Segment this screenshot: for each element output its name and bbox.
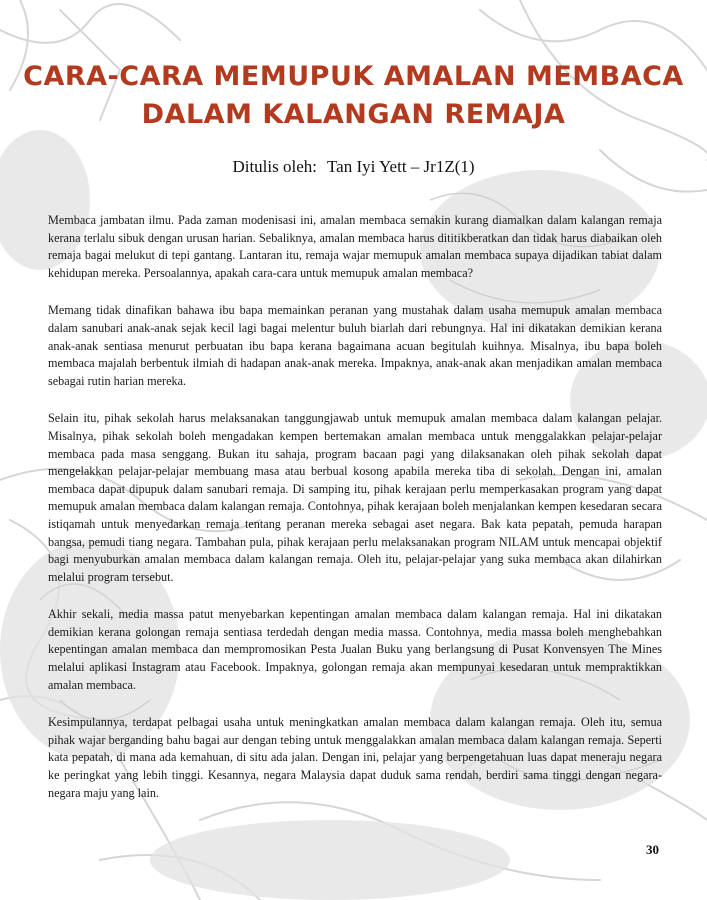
paragraph-media: Akhir sekali, media massa patut menyebarkan kepentingan amalan membaca dalam kalangan remaja. Hal ini dikatakan demikian kerana golongan remaja sentiasa terdedah dengan media massa. Contohnya, media massa boleh menghebahkan kepentingan amalan membaca dan mempromosikan Pesta Jualan Buku yang berlangsung di Pusat Konvensyen The Mines melalui aplikasi Instagram atau Facebook. Impaknya, golongan remaja akan mempunyai kesedaran untuk mempraktikkan amalan membaca. [48,607,662,692]
page-number: 30 [646,842,659,857]
paragraph-introduction: Membaca jambatan ilmu. Pada zaman modenisasi ini, amalan membaca semakin kurang diamalkan dalam kalangan remaja kerana terlalu sibuk dengan urusan harian. Sebaliknya, amalan membaca harus dititikberatkan dan tidak harus diabaikan oleh remaja bagai melukut di tepi gantang. Lantaran itu, remaja wajar memupuk amalan membaca supaya dijadikan tabiat dalam kehidupan mereka. Persoalannya, apakah cara-cara untuk memupuk amalan membaca? [48,213,662,280]
paragraph-school-government: Selain itu, pihak sekolah harus melaksanakan tanggungjawab untuk memupuk amalan membaca dalam kalangan pelajar. Misalnya, pihak sekolah boleh mengadakan kempen bertemakan amalan membaca untuk menggalakkan pelajar-pelajar membaca pada masa senggang. Bukan itu sahaja, program bacaan pagi yang dilaksanakan oleh pihak sekolah dapat mengelakkan pelajar-pelajar membuang masa atau berbual kosong apabila mereka tiba di sekolah. Dengan ini, amalan membaca dapat dipupuk dalam sanubari remaja. Di samping itu, pihak kerajaan perlu memperkasakan program yang dapat memupuk amalan membaca dalam kalangan remaja. Contohnya, pihak kerajaan boleh menjalankan kempen kesedaran secara istiqamah untuk menyedarkan remaja tentang peranan mereka sebagai aset negara. Bak kata pepatah, pemuda harapan bangsa, pemudi tiang negara. Tambahan pula, pihak kerajaan perlu melaksanakan program NILAM untuk mencapai objektif bagi menyuburkan amalan membaca dalam kalangan remaja. Oleh itu, pelajar-pelajar yang suka membaca akan dilahirkan melalui program tersebut. [48,411,662,584]
paragraph-conclusion: Kesimpulannya, terdapat pelbagai usaha untuk meningkatkan amalan membaca dalam kalangan remaja. Oleh itu, semua pihak wajar berganding bahu bagai aur dengan tebing untuk menggalakkan amalan membaca dalam kalangan remaja. Seperti kata pepatah, di mana ada kemahuan, di situ ada jalan. Dengan ini, pelajar yang berpengetahuan luas dapat meneraju negara ke peringkat yang lebih tinggi. Kesannya, negara Malaysia dapat duduk sama rendah, berdiri sama tinggi dengan negara-negara maju yang lain. [48,715,662,800]
article-title-line-2: DALAM KALANGAN REMAJA [141,99,566,130]
paragraph-parents: Memang tidak dinafikan bahawa ibu bapa memainkan peranan yang mustahak dalam usaha memupuk amalan membaca dalam sanubari anak-anak sejak kecil lagi bagai melentur buluh biarlah dari rebungnya. Hal ini dikatakan demikian kerana anak-anak sentiasa menurut perbuatan ibu bapa kerana bagaimana acuan begitulah kuihnya. Misalnya, ibu bapa boleh membaca majalah berbentuk ilmiah di hadapan anak-anak mereka. Impaknya, anak-anak akan menjadikan amalan membaca sebagai rutin harian mereka. [48,303,662,388]
byline-label: Ditulis oleh: [232,157,317,176]
byline [0,157,707,177]
article-body [48,212,662,822]
article-title-line-1: CARA-CARA MEMUPUK AMALAN MEMBACA [23,61,684,92]
byline-author: Tan Iyi Yett – Jr1Z(1) [326,157,475,176]
